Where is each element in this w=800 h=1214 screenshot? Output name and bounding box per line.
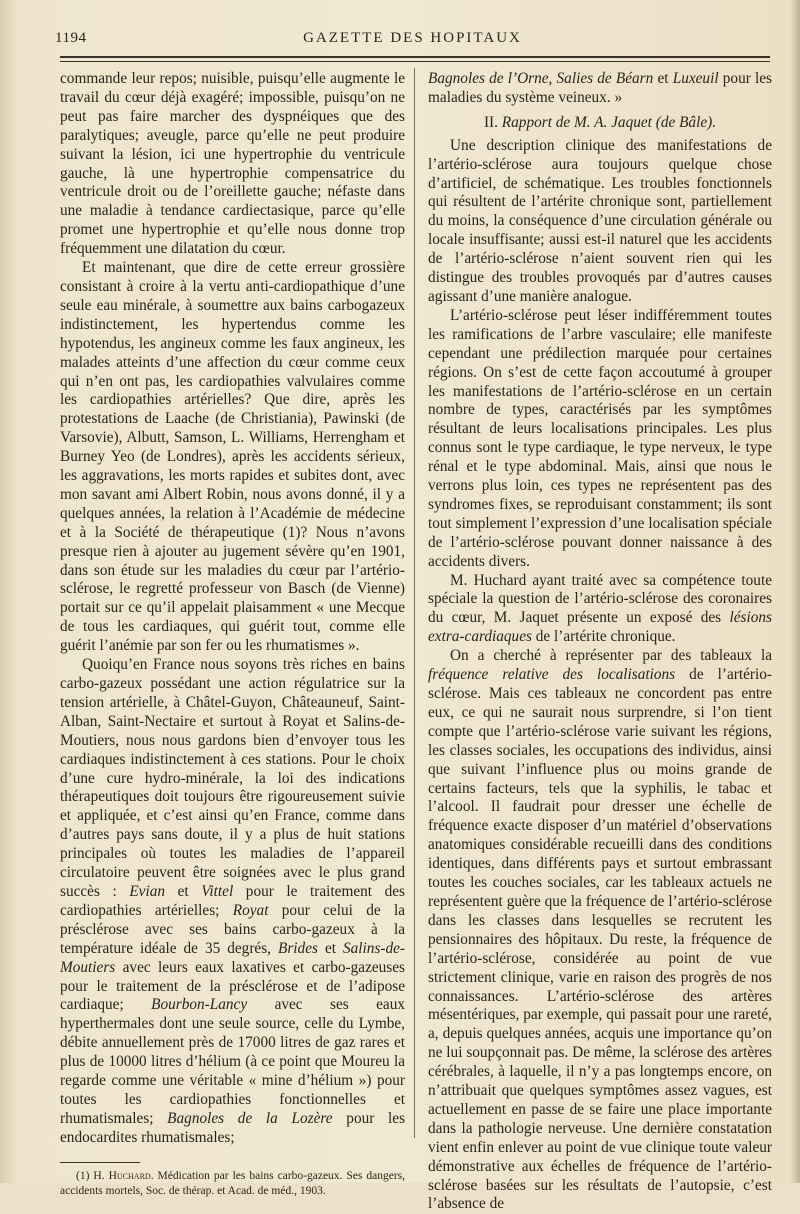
station-royat: Royat bbox=[232, 901, 269, 919]
page-header bbox=[55, 28, 770, 48]
paragraph: L’artério-sclérose peut léser indifféremment toutes les ramifications de l’arbre vasculaire; elle manifeste cependant une prédilection marquée pour certaines régions. On s’est de cette façon accoutumé à grouper les manifestations de l’artério-sclérose en un certain nombre de types, caractérisés par les symptômes résultant de leurs localisations principales. Les plus connus sont le type cardiaque, le type nerveux, le type rénal et le type abdominal. Mais, ainsi que nous le verrons plus loin, ces types ne représentent pas des syndromes fixes, se reproduisant constamment; ils sont tout simplement l’expression d’une localisation spéciale de l’artério-sclérose pouvant donner naissance à des accidents divers. bbox=[428, 306, 772, 570]
paragraph: On a cherché à représenter par des tableaux la fréquence relative des localisations de l’artério-sclérose. Mais ces tableaux ne concordent pas entre eux, ce qui ne saurait nous surprendre, si l’on tient compte que l’artério-sclérose varie suivant les régions, les classes sociales, les occupations des individus, ainsi que suivant l’influence plus ou moins grande de certains facteurs, tels que la syphilis, le tabac et l’alcool. Il faudrait pour dresser une échelle de fréquence exacte disposer d’un matériel d’observations anatomiques considérable recueilli dans des conditions identiques, dans différents pays et surtout embrassant toutes les couches sociales, car les tableaux actuels ne représentent guère que la fréquence de l’artério-sclérose dans les classes dans lesquelles se recrutent les pensionnaires des hôpitaux. Du reste, la fréquence de l’artério-sclérose, considérée au point de vue strictement clinique, varie en raison des progrès de nos connaissances. L’artério-sclérose des artères mésentériques, par exemple, qui passait pour une rareté, a, depuis quelques années, acquis une importance qu’on ne lui soupçonnait pas. De même, la sclérose des artères cérébrales, à laquelle, il n’y a pas longtemps encore, on n’attribuait que quelques symptômes assez vagues, est actuellement en passe de se faire une place importante dans la pathologie nerveuse. Une dernière constatation vient enfin enlever au point de vue clinique toute valeur démonstrative aux échelles de fréquence de l’artério-sclérose basées sur les résultats de l’autopsie, c’est l’absence de bbox=[428, 647, 772, 1213]
paragraph: Et maintenant, que dire de cette erreur grossière consistant à croire à la vertu anti-cardiopathique d’une seule eau minérale, à soumettre aux bains carbogazeux indistinctement, les hypertendus comme les hypotendus, les angineux comme les faux angineux, les malades atteints d’une affection du cœur comme ceux qui n’en ont pas, les cardiopathies valvulaires comme les cardiopathies artérielles? Que dire, après les protestations de Laache (de Christiania), Pawinski (de Varsovie), Albutt, Samson, L. Williams, Herrengham et Burney Yeo (de Londres), après les accidents sérieux, les aggravations, les morts rapides et subites dont, avec mon savant ami Albert Robin, nous avons donné, il y a quelques années, la relation à l’Académie de médecine et à la Société de thérapeutique (1)? Nous n’avons presque rien à ajouter au jugement sévère qu’en 1901, dans son étude sur les maladies du cœur par l’artério-sclérose, le regretté professeur von Basch (de Vienne) portait sur ce qu’il appelait plaisamment « une Mecque de tous les cardiaques, qui guérit tout, comme elle guérit l’anémie par son fer ou les rhumatismes ». bbox=[60, 259, 405, 655]
station-brides: Brides bbox=[278, 939, 318, 957]
column-divider bbox=[414, 68, 415, 1138]
right-column bbox=[428, 70, 772, 1214]
paragraph: commande leur repos; nuisible, puisqu’elle augmente le travail du cœur déjà exagéré; impossible, puisqu’on ne peut pas faire marcher des dyspnéiques que des paralytiques; aveugle, parce qu’elle ne peut produire suivant la lésion, ici une hypertrophie du ventricule gauche, là une hypertrophie compensatrice du ventricule droit ou de l’oreillette gauche; néfaste dans une maladie à tendance cardiectasique, parce qu’elle promet une hypertrophie et qu’elle nous donne trop fréquemment une dilatation du cœur. bbox=[60, 70, 405, 258]
left-column bbox=[60, 70, 405, 1199]
header-rule-thin bbox=[60, 61, 770, 62]
station-bagnoles-lozere: Bagnoles de la Lozère bbox=[167, 1109, 333, 1127]
footnote: (1) H. Huchard. Médication par les bains carbo-gazeux. Ses dangers, accidents mortels, Soc. de thérap. et Acad. de méd., 1903. bbox=[60, 1169, 406, 1197]
paragraph-intro: Bagnoles de l’Orne, Salies de Béarn et Luxeuil pour les maladies du système veineux. » bbox=[428, 70, 772, 106]
page-number: 1194 bbox=[55, 30, 87, 46]
station-evian: Evian bbox=[129, 882, 166, 900]
station-salins: Salins-de-Moutiers bbox=[60, 939, 406, 976]
footnote-rule bbox=[60, 1162, 140, 1163]
header-rule bbox=[60, 56, 770, 58]
station-vittel: Vittel bbox=[201, 882, 234, 900]
station-bourbon: Bourbon-Lancy bbox=[151, 996, 248, 1014]
paragraph: M. Huchard ayant traité avec sa compétence toute spéciale la question de l’artério-sclérose des coronaires du cœur, M. Jaquet présente un exposé des lésions extra-cardiaques de l’artérite chronique. bbox=[428, 571, 772, 646]
paragraph-stations: Quoiqu’en France nous soyons très riches en bains carbo-gazeux possédant une action régulatrice sur la tension artérielle, à Châtel-Guyon, Châteauneuf, Saint-Alban, Saint-Nectaire et surtout à Royat et Salins-de-Moutiers, nous nous gardons bien d’envoyer tous les cardiaques indistinctement à ces stations. Pour le choix d’une cure hydro-minérale, la loi des indications thérapeutiques doit toujours être rigoureusement suivie et appliquée, et c’est ainsi qu’en France, comme dans d’autres pays sans doute, il y a plus de huit stations principales où toutes les maladies de l’appareil circulatoire peuvent être soignées avec le plus grand succès : Evian et Vittel pour le traitement des cardiopathies artérielles; Royat pour celui de la présclérose avec ses bains carbo-gazeux à la température idéale de 35 degrés, Brides et Salins-de-Moutiers avec leurs eaux laxatives et carbo-gazeuses pour le traitement de la présclérose et de l’adipose cardiaque; Bourbon-Lancy avec ses eaux hyperthermales dont une seule source, celle du Lymbe, débite annuellement près de 17000 litres de gaz rares et plus de 10000 litres d’hélium (à ce point que Moureu la regarde comme une véritable « mine d’hélium ») pour toutes les cardiopathies fonctionnelles et rhumatismales; Bagnoles de la Lozère pour les endocardites rhumatismales; bbox=[60, 656, 406, 1146]
paragraph: Une description clinique des manifestations de l’artério-sclérose aura toujours quelque chose d’artificiel, de schématique. Les troubles fonctionnels qui résultent de l’artérite chronique sont, partiellement du moins, la conséquence d’une circulation générale ou locale insuffisante; aussi est-il naturel que les accidents de l’artério-sclérose n’aient souvent rien qui les distingue des troubles provoqués par d’autres causes agissant d’une manière analogue. bbox=[428, 136, 772, 305]
section-heading: II. Rapport de M. A. Jaquet (de Bâle). bbox=[483, 113, 717, 131]
running-title: GAZETTE DES HOPITAUX bbox=[303, 30, 522, 46]
